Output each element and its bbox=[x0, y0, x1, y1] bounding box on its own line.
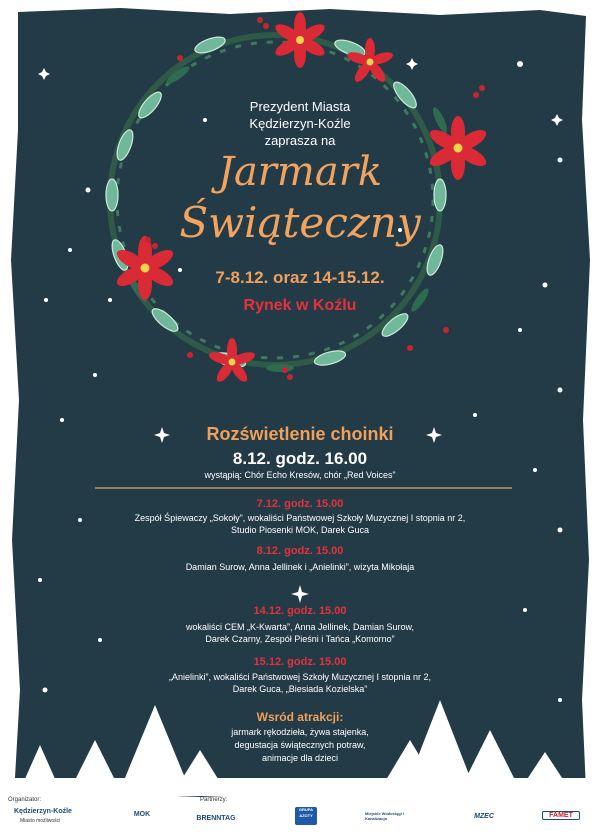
title-word-1: Jarmark bbox=[217, 149, 383, 195]
schedule-3-body bbox=[0, 671, 600, 695]
attractions-line-1: degustacja świątecznych potraw, bbox=[234, 740, 366, 750]
lighting-title: Rozświetlenie choinki bbox=[206, 424, 394, 444]
schedule-0-body bbox=[0, 512, 600, 536]
organizer-label: Organizator: bbox=[8, 797, 42, 803]
schedule-2-when: 14.12. godz. 15.00 bbox=[253, 605, 347, 617]
schedule-0-line-1: Studio Piosenki MOK, Darek Guca bbox=[230, 525, 370, 535]
organizer-name: Kędzierzyn-Koźle bbox=[14, 808, 72, 815]
logo-mok: MOK bbox=[133, 811, 151, 818]
lighting-when: 8.12. godz. 16.00 bbox=[232, 449, 368, 468]
event-venue: Rynek w Koźlu bbox=[243, 297, 357, 314]
schedule-1-line-0: Damian Surow, Anna Jellinek i „Anielinki”, wizyta Mikołaja bbox=[185, 562, 415, 572]
schedule-1-body bbox=[0, 561, 600, 573]
schedule-2-line-1: Darek Czarny, Zespół Pieśni i Tańca „Komorno” bbox=[205, 634, 395, 644]
logo-brenntag: BRENNTAG bbox=[196, 815, 236, 822]
schedule-3-line-0: „Anielinki”, wokaliści Państwowej Szkoły Muzycznej I stopnia nr 2, bbox=[168, 672, 432, 682]
sponsor-bar bbox=[0, 795, 600, 837]
partners-label: Partnerzy: bbox=[200, 797, 228, 803]
logo-famet: FAMET bbox=[542, 811, 580, 820]
logo-wodociagi: Miejskie Wodociągi i Kanalizacja bbox=[365, 811, 405, 821]
attractions-list bbox=[0, 726, 600, 765]
schedule-3-when: 15.12. godz. 15.00 bbox=[253, 656, 347, 668]
invite-text bbox=[0, 98, 600, 149]
logo-grupa-azoty: GRUPA AZOTY bbox=[295, 807, 317, 825]
schedule-2-body bbox=[0, 621, 600, 645]
schedule-1-when: 8.12. godz. 15.00 bbox=[256, 545, 344, 557]
invite-line-2: Kędzierzyn-Koźle bbox=[249, 116, 351, 131]
invite-line-1: Prezydent Miasta bbox=[249, 99, 351, 114]
logo-mzec: MZEC bbox=[474, 813, 494, 820]
schedule-3-line-1: Darek Guca, „Biesiada Kozielska” bbox=[232, 684, 368, 694]
schedule-0-when: 7.12. godz. 15.00 bbox=[256, 498, 344, 510]
schedule-2-line-0: wokaliści CEM „K-Kwarta”, Anna Jellinek, Damian Surow, bbox=[185, 622, 415, 632]
attractions-title: Wsród atrakcji: bbox=[256, 710, 344, 724]
schedule-0-line-0: Zespół Śpiewaczy „Sokoły”, wokaliści Państwowej Szkoły Muzycznej I stopnia nr 2, bbox=[134, 513, 466, 523]
attractions-line-0: jarmark rękodzieła, żywa stajenka, bbox=[231, 727, 369, 737]
attractions-line-2: animacje dla dzieci bbox=[261, 753, 339, 763]
title-word-2: Świąteczny bbox=[179, 198, 421, 247]
invite-line-3: zaprasza na bbox=[264, 133, 336, 148]
organizer-sub: Miasto możliwości bbox=[20, 818, 61, 824]
event-dates: 7-8.12. oraz 14-15.12. bbox=[215, 268, 385, 287]
lighting-performers: wystąpią: Chór Echo Kresów, chór „Red Voices” bbox=[204, 470, 396, 480]
